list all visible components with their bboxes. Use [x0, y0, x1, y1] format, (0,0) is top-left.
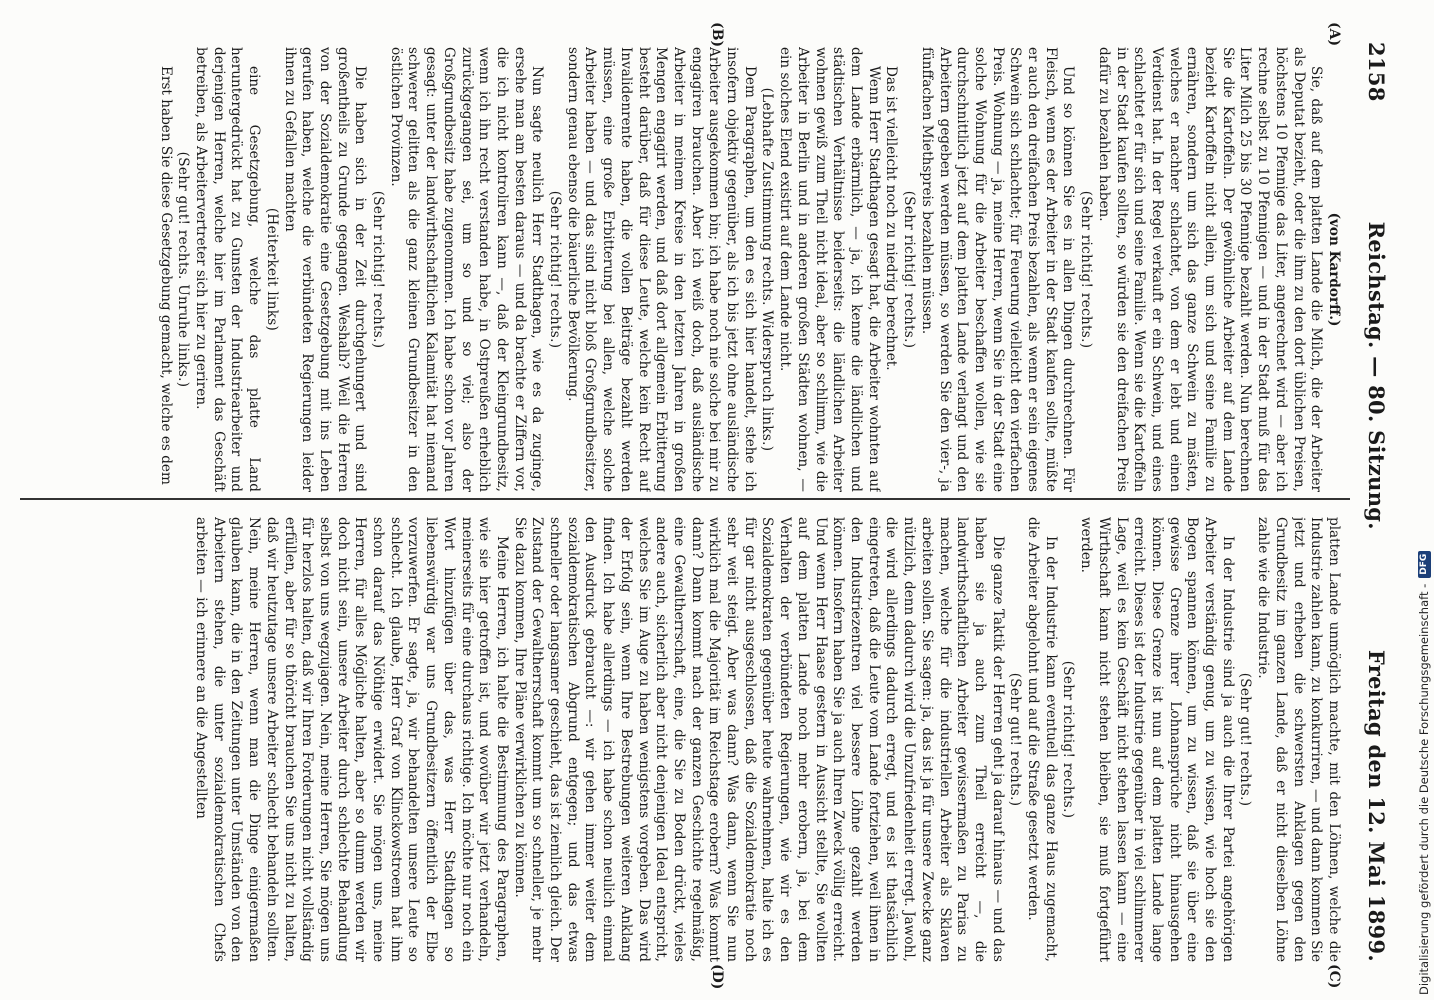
credit-text: Digitalisierung gefördert durch die Deutsche Forschungsgemeinschaft -	[1417, 583, 1431, 995]
paragraph: Die haben sich in der Zeit durchgehungert und sind großentheils zu Grunde gegangen. Weshalb? Weil die Herren von der Sozialdemokratie eine Gesetzgebung mit ins Leben gerufen haben, welche die verbündeten Regierungen leider ihnen zu Gefallen machten	[281, 47, 369, 492]
paragraph: In der Industrie sind ja auch die Ihrer Partei angehörigen Arbeiter verständig genug, um zu wissen, wie hoch sie den Bogen spannen können, um zu wissen, daß sie über eine gewisse Grenze ihrer Lohnansprüche nicht hinausgehen können. Diese Grenze ist nun auf dem platten Lande lange erreicht. Dieses ist der Industrie gegenüber in viel schlimmerer Lage, weil es kein Geschäft nicht stehen lassen kann — eine Wirthschaft kann nicht stehen bleiben, sie muß fortgeführt werden.	[1078, 517, 1236, 962]
page-title: Reichstag. — 80. Sitzung.	[1364, 221, 1390, 530]
margin-marker-d: (D)	[709, 964, 725, 990]
interjection: (Sehr richtig! rechts.)	[547, 190, 564, 349]
interjection: (Sehr richtig! rechts.)	[901, 190, 918, 349]
running-header	[1362, 42, 1392, 962]
protocol-page	[0, 2, 1400, 992]
dfg-logo: DFG	[1418, 551, 1431, 578]
interjection: (Sehr gut! rechts.)	[1007, 672, 1024, 807]
interjection: (Sehr richtig! rechts.)	[1060, 660, 1077, 819]
paragraph: platten Lande unmöglich machte, mit den Löhnen, welche die Industrie zahlen kann, zu konkurriren, — und dann kommen Sie jetzt und erheben die schwersten Anklagen gegen den Grundbesitz im ganzen Lande, daß er nicht dieselben Löhne zahle wie die Industrie.	[1255, 517, 1342, 962]
interjection: (Sehr richtig! rechts.)	[1078, 190, 1095, 349]
paragraph: Dem Paragraphen, um den es sich hier handelt, stehe ich insofern objektiv gegenüber, als ich bis jetzt ohne ausländische Arbeiter ausgekommen bin; ich habe noch nie solche bei mir zu engagiren brauchen. Aber ich weiß doch, daß ausländische Arbeiter in meinem Kreise in den letzten Jahren in großen Mengen engagirt werden, und daß dort allgemein Erbitterung besteht darüber, daß für diese Leute, welche kein Recht auf Invalidenrente haben, die vollen Beiträge bezahlt werden müssen, eine große Erbitterung bei allen, welche solche Arbeiter haben — und das sind nicht bloß Großgrundbesitzer, sondern genau ebenso die bäuerliche Bevölkerung.	[564, 47, 758, 492]
interjection: (Lebhafte Zustimmung rechts. Widerspruch links.)	[759, 87, 776, 452]
digitization-credit-strip	[1408, 0, 1434, 1000]
paragraph: In der Industrie kann eventuell das ganze Haus zugemacht, die Arbeiter abgelohnt und auf die Straße gesetzt werden.	[1025, 517, 1059, 962]
column-divider	[20, 498, 1350, 500]
paragraph: Und so können Sie es in allen Dingen durchrechnen. Für Fleisch, wenn es der Arbeiter in der Stadt kaufen sollte, müßte er auch den dreifachen Preis bezahlen, als wenn er sein eigenes Schwein sich schlachtet; für Feuerung vielleicht den vierfachen Preis. Wohnung — ja, meine Herren, wenn Sie in der Stadt eine solche Wohnung für die Arbeiter beschaffen wollen, wie sie durchschnittlich jetzt auf dem platten Lande verlangt und den Arbeitern gegeben werden müssen, so werden Sie den vier-, ja fünffachen Miethspreis bezahlen müssen.	[918, 47, 1077, 492]
paragraph: Wenn Herr Stadthagen gesagt hat, die Arbeiter wohnten auf dem Lande erbärmlich, — ja, ich kenne die ländlichen und städtischen Verhältnisse beiderseits: die ländlichen Arbeiter wohnen gewiß zum Theil nicht ideal, aber so schlimm, wie die Arbeiter in Berlin und in anderen großen Städten wohnen, — ein solches Elend existirt auf dem Lande nicht.	[777, 47, 882, 492]
interjection: (Sehr gut! rechts.)	[1237, 672, 1254, 807]
paragraph: Sie, daß auf dem platten Lande die Milch, die der Arbeiter als Deputat bezieht, oder die ihm zu den dort üblichen Preisen, höchstens 10 Pfennige das Liter, angerechnet wird — aber ich rechne selbst zu 10 Pfennigen — und in der Stadt muß für das Liter Milch 25 bis 30 Pfennige bezahlt werden. Nun berechnen Sie die Kartoffeln. Der gewöhnliche Arbeiter auf dem Lande bezieht Kartoffeln nicht allein, um sich und seine Familie zu ernähren, sondern um sich das ganze Schwein zu mästen, welches er nachher schlachtet, von dem er lebt und einen Verdienst hat. In der Regel verkauft er ein Schwein, und eines schlachtet er für sich und seine Familie. Wenn sie die Kartoffeln in der Stadt kaufen sollten, so würden sie den dreifachen Preis dafür zu bezahlen haben.	[1095, 47, 1325, 492]
margin-marker-a: (A)	[1326, 22, 1342, 47]
paragraph: eine Gesetzgebung, welche das platte Land heruntergedrückt hat zu Gunsten der Industriearbeiter und derjenigen Herren, welche hier im Parlament das Geschäft betreiben, als Arbeitervertreter sich hier zu geriren.	[193, 47, 263, 492]
paragraph: Nun sagte neulich Herr Stadthagen, wie es da zuginge, ersehe man am besten daraus — und da brachte er Ziffern vor, die ich nicht kontroliren kann —, daß der Kleingrundbesitz, wenn ich ihn recht verstanden habe, in Ostpreußen erheblich zurückgegangen sei, um so und so viel; also der Großgrundbesitz habe zugenommen. Ich habe schon vor Jahren gesagt: unter der landwirthschaftlichen Kalamität hat niemand schwerer gelitten als die ganz kleinen Grundbesitzer in den östlichen Provinzen.	[387, 47, 546, 492]
left-text-column	[22, 47, 1342, 492]
digitization-credit	[1411, 0, 1434, 995]
paragraph: Die ganze Taktik der Herren geht ja darauf hinaus — und das haben sie ja auch zum Theil erreicht —, die landwirthschaftlichen Arbeiter gewissermaßen zu Parias zu machen, welche für die industriellen Arbeiter als Sklaven arbeiten sollen. Sie sagen: ja, das ist ja für unsere Zwecke ganz nützlich, denn dadurch wird die Unzufriedenheit erregt. Jawohl, die wird allerdings dadurch erregt, und es ist thatsächlich eingetreten, daß die Leute vom Lande fortziehen, weil ihnen in den Industriezentren viel bessere Löhne gezahlt werden können. Insofern haben Sie ja auch Ihren Zweck völlig erreicht. Und wenn Herr Haase gestern in Aussicht stellte, Sie wollten auf dem platten Lande noch mehr erobern, ja, bei dem Verhalten der verbündeten Regierungen, wie wir es den Sozialdemokraten gegenüber heute wahrnehmen, halte ich es für gar nicht ausgeschlossen, daß die Sozialdemokratie noch sehr weit steigt. Aber was dann? Was dann, wenn Sie nun wirklich mal die Majorität im Reichstage erobern? Was kommt dann? Dann kommt nach der ganzen Geschichte regelmäßig, eine Gewaltherrschaft, eine, die Sie zu Boden drückt, vieles andere auch, sicherlich aber nicht denjenigen Ideal entspricht, welches Sie im Auge zu haben wenigstens vorgeben. Das wird der Erfolg sein, wenn Ihre Bestrebungen weiteren Anklang finden. Ich habe allerdings — ich habe schon neulich einmal den Ausdruck gebraucht —: wir gehen immer weiter dem sozialdemokratischen Abgrund entgegen; und das etwas schneller oder langsamer geschieht, das ist ziemlich gleich. Der Zustand der Gewaltherrschaft kommt um so schneller, je mehr Sie dazu kommen, Ihre Pläne verwirklichen zu können.	[511, 517, 1006, 962]
paragraph: Erst haben Sie diese Gesetzgebung gemacht, welche es dem	[157, 66, 174, 485]
paragraph: Das ist vielleicht noch zu niedrig berechnet.	[883, 66, 900, 371]
page-number: 2158	[1364, 42, 1390, 102]
interjection: (Sehr richtig! rechts.)	[370, 190, 387, 349]
session-date: Freitag den 12. Mai 1899.	[1364, 649, 1390, 962]
paragraph: Meine Herren, ich halte die Bestimmung des Paragraphen, wie sie hier getroffen ist, und wovüber wir jetzt verhandeln, meinerseits für eine durchaus richtige. Ich möchte nur noch ein Wort hinzufügen über das, was Herr Stadthagen so liebenswürdig war uns Grundbesitzern öffentlich der Elbe vorzuwerfen. Er sagte, ja, wir behandelten unsere Leute so schlecht. Ich glaube, Herr Graf von Klinckowstroem hat ihm schon darauf das Nöthige erwidert. Sie mögen uns, meine Herren, für alles Mögliche halten, aber so dumm werden wir doch nicht sein, unsere Arbeiter durch schlechte Behandlung selbst von uns wegzujagen. Nein, meine Herren, Sie mögen uns für herzlos halten, daß wir Ihren Forderungen nicht vollständig erfüllen, aber für so thöricht brauchen Sie uns nicht zu halten, daß wir heutzutage unsere Arbeiter schlecht behandeln sollten. Nein, meine Herren, wenn man die Dinge einigermaßen glauben kann, die in den Zeitungen unter Umständen von den Arbeitern stehen, die unter sozialdemokratischen Chefs arbeiten — ich erinnere an die Angestellten	[193, 517, 510, 962]
interjection: (Heiterkeit links)	[263, 207, 280, 332]
margin-marker-b: (B)	[709, 22, 725, 48]
speaker-name: (von Kardorff.)	[1326, 212, 1342, 327]
margin-marker-c: (C)	[1326, 964, 1342, 989]
right-text-column	[22, 517, 1342, 962]
interjection: (Sehr gut! rechts. Unruhe links.)	[175, 151, 192, 388]
